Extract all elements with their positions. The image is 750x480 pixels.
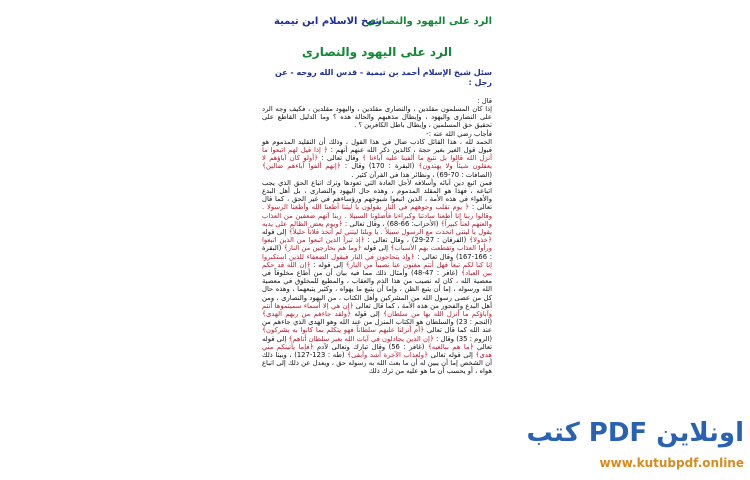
quran-quote: ﴿ولعذاب الآخرة أشد وأبقى﴾ [347, 351, 429, 360]
body-text-segment: (الأحزاب: 66-68) ، وقال تعالى : [342, 219, 441, 228]
body-text-segment: (غافر : 47-48) وأمثال ذلك مما فيه بيان أن من أطاع مخلوقاً في معصية الله ، كان له نصيب من هذا الذم والعقاب ، والمطيع للمخلوق في معصية الله ورسوله ، إما أن يتبع الظن ، وإما أن يتبع ما يهواه ، وكثير يتبعهما ، وهذه حال كل من عصى رسول الله من المشركين وأهل الكتاب ، من اليهود والنصارى ، ومن أهل البدع والفجور من هذه الأمة ، كما قال تعالى [262, 269, 492, 310]
document-body [262, 97, 492, 376]
quran-quote: ﴿ إذا قيل لهم اتبعوا ما أنزل الله قالوا بل نتبع ما ألفينا عليه آباءنا ﴾ [262, 146, 493, 163]
body-text-segment: إلى قوله [262, 228, 289, 237]
document-title: الرد على اليهود والنصارى [301, 45, 453, 59]
quran-quote: ﴿ويوم يعض الظالم على يديه يقول يا ليتني اتخذت مع الرسول سبيلاً . يا ويلتا ليتني لم أتخذ فلاناً خليلاً﴾ [262, 219, 493, 237]
body-text-segment: (طه : 123-127) ، وبينا ذلك أن الشخص إما أن يبين له أن ما بعث الله به رسوله حق ، ويعدل عن ذلك إلى اتباع هواه ، أو يحسب أن ما هو عليه من ترك ذلك [262, 351, 492, 376]
quran-quote: ﴿وإذ يتحاجون في النار فيقول الضعفاء للذين استكبروا إنا كنا لكم تبعاً فهل أنتم مغنون عنا نصيباً من النار﴾ [262, 252, 492, 269]
quran-quote: ﴿أولو كان آباؤهم لا يعقلون شيئاً ولا يهتدون﴾ [262, 154, 492, 171]
body-paragraph [262, 179, 492, 376]
quran-quote: ﴿إن هي إلا أسماء سميتموها أنتم وآباؤكم ما أنزل الله بها من سلطان﴾ [262, 301, 492, 319]
body-text-segment: الحمد لله ، هذا القائل كاذب ضال في هذا القول ، وذلك أن التقليد المذموم هو قبول قول الغير بغير حجة ، كالذين ذكر الله عنهم أنهم : [262, 137, 492, 154]
body-text-segment: إلى قوله [361, 244, 391, 253]
body-text-segment: (النجم : 23) والسلطان هو الكتاب المنزل من عند الله وهو الهدى الذي جاءهم من عند الله كما قال تعالى [262, 318, 492, 335]
site-watermark-logo [526, 412, 748, 478]
body-text-segment: (البقرة : 166-167) وقال تعالى : [262, 244, 493, 261]
body-paragraph [262, 130, 492, 138]
body-text-segment: (الفرقان : 27-29) ، وقال تعالى : [364, 236, 470, 245]
quran-quote: ﴿ما هم ببالغيه﴾ [427, 342, 474, 351]
body-text-segment: إلى قوله [350, 310, 384, 319]
quran-quote: ﴿ يوم تقلب وجوههم في النار يقولون يا ليتنا أطعنا الله وأطعنا الرسولا . وقالوا ربنا إنا أطعنا سادتنا وكبراءنا فأضلونا السبيلا . ربنا آتهم ضعفين من العذاب والعنهم لعناً كبيراً﴾ [262, 203, 492, 228]
watermark-url: www.kutubpdf.online [599, 456, 744, 470]
quran-quote: ﴿إذ تبرأ الذين اتبعوا من الذين اتبعوا ورأوا العذاب وتقطعت بهم الأسباب﴾ [262, 236, 492, 253]
body-text-segment: وقال تعالى : [318, 154, 363, 163]
body-text-segment: إذا كان المسلمون مقلدين ، والنصارى مقلدين ، واليهود مقلدين ، فكيف وجه الرد على النصارى واليهود ، وإبطال مذهبهم والحالة هذه ؟ وما الدليل القاطع على تحقيق حق المسلمين ، وإبطال باطل الكافرين ؟ . [262, 104, 492, 130]
body-text-segment: قال : [477, 96, 492, 105]
body-text-segment: إلى قوله تعالى [428, 351, 476, 360]
body-paragraph [262, 97, 492, 105]
quran-quote: ﴿فإما يأتينكم مني هدى﴾ [262, 342, 493, 360]
document-page [262, 10, 492, 376]
quran-quote: ﴿خذولا﴾ [469, 236, 492, 245]
quran-quote: ﴿إن الله قد حكم بين العباد﴾ [262, 260, 492, 278]
body-text-segment: (غافر : 56) وقال تبارك وتعالى لآدم [313, 342, 428, 351]
body-text-segment: (الصافات : 70-69) ، ونظائر هذا في القرآن كثير . [351, 170, 492, 179]
body-paragraph [262, 105, 492, 130]
body-text-segment: إلى قوله : [310, 260, 346, 269]
quran-quote: ﴿أم أنزلنا عليهم سلطاناً فهو يتكلم بما كانوا به يشركون﴾ [262, 326, 425, 335]
quran-quote: ﴿وما هم بخارجين من النار﴾ [283, 244, 362, 253]
body-text-segment: إلى قوله تعالى [262, 334, 492, 351]
quran-quote: ﴿ولقد جاءهم من ربهم الهدى﴾ [262, 310, 351, 319]
question-line: سئل شيخ الإسلام أحمد بن تيمية - قدس الله روحه - عن رجل : [274, 68, 492, 88]
body-text-segment: فمن اتبع دين آبائه وأسلافه لأجل العادة التي تعودها وترك اتباع الحق الذي يجب اتباعه ، فهذا هو المقلد المذموم ، وهذه حال اليهود والنصارى ، بل أهل البدع والأهواء في هذه الأمة ، الذين اتبعوا شيوخهم ورؤساءهم في غير الحق ، كما قال تعالى : [262, 178, 492, 212]
watermark-brand: كتب PDF اونلاين [526, 418, 744, 448]
body-text-segment: (البقرة : 170) وقال : [340, 162, 419, 171]
header-book-title: الرد على اليهود والنصارى [366, 16, 492, 27]
quran-quote: ﴿إن الذين يجادلون في آيات الله بغير سلطان أتاهم﴾ [288, 334, 434, 343]
header-author: شيخ الاسلام ابن تيمية [274, 16, 383, 27]
body-text-segment: فأجاب رضي الله عنه :- [426, 129, 492, 138]
body-paragraph [262, 138, 492, 179]
quran-quote: ﴿إنهم ألفوا آباءهم ضالين﴾ [262, 162, 341, 171]
body-text-segment: (الروم : 35) وقال : [433, 334, 493, 343]
page-header [262, 10, 492, 32]
